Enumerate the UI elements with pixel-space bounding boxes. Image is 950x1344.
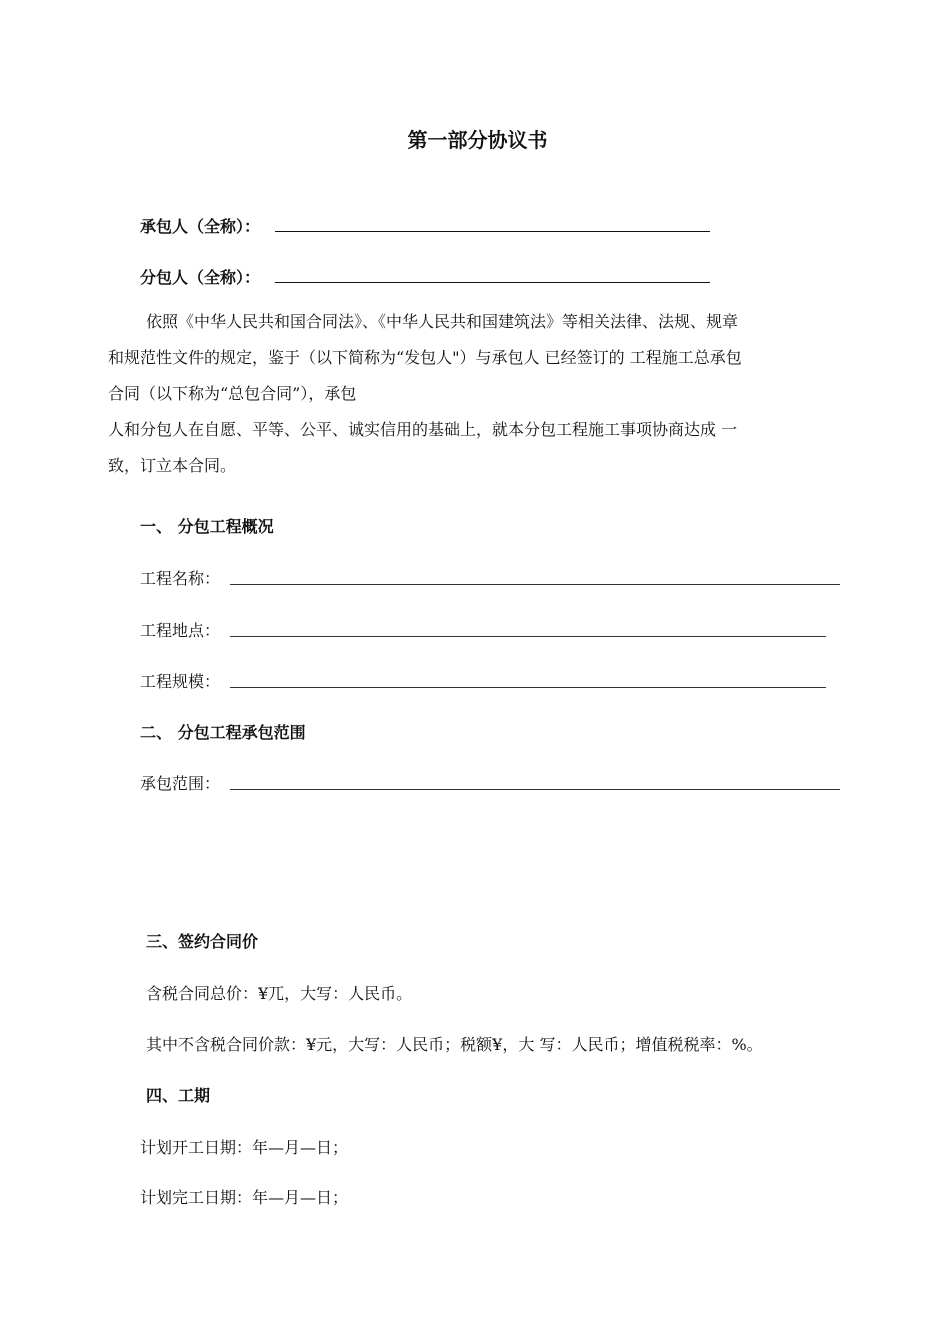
page-title: 第一部分协议书 [407, 128, 548, 152]
contractor-fill-line[interactable] [275, 211, 710, 232]
section-3-heading: 三、签约合同价 [146, 932, 259, 951]
intro-line-1: 依照《中华人民共和国合同法》、《中华人民共和国建筑法》等相关法律、法规、规章 [146, 312, 739, 331]
project-name-label: 工程名称： [140, 569, 221, 588]
subcontractor-fill-line[interactable] [275, 262, 710, 283]
section-4-heading: 四、工期 [146, 1086, 211, 1105]
intro-line-4: 人和分包人在自愿、平等、公平、诚实信用的基础上，就本分包工程施工事项协商达成 一 [108, 420, 738, 439]
price-including-tax: 含税合同总价：¥兀，大写：人民币。 [146, 984, 413, 1003]
price-excluding-tax: 其中不含税合同价款：¥元，大写：人民币；税额¥，大 写：人民币；增值税税率：%。 [146, 1035, 763, 1054]
intro-line-3: 合同（以下称为“总包合同”），承包 [108, 384, 357, 403]
project-name-fill-line[interactable] [230, 566, 840, 585]
intro-line-5: 致，订立本合同。 [108, 456, 237, 475]
subcontractor-label: 分包人（全称）： [140, 268, 261, 287]
project-location-fill-line[interactable] [230, 618, 826, 637]
planned-finish-date: 计划完工日期：年—月—日； [140, 1188, 349, 1207]
planned-start-date: 计划开工日期：年—月—日； [140, 1138, 349, 1157]
scope-fill-line[interactable] [230, 771, 840, 790]
section-2-heading: 二、 分包工程承包范围 [140, 723, 306, 742]
scope-label: 承包范围： [140, 774, 221, 793]
project-scale-label: 工程规模： [140, 672, 221, 691]
intro-paragraph [108, 304, 850, 484]
project-scale-fill-line[interactable] [230, 669, 826, 688]
intro-line-2: 和规范性文件的规定，鉴于（以下简称为“发包人"）与承包人 已经签订的 工程施工总承包 [108, 348, 742, 367]
section-1-heading: 一、 分包工程概况 [140, 517, 274, 536]
contractor-label: 承包人（全称）： [140, 217, 261, 236]
project-location-label: 工程地点： [140, 621, 221, 640]
